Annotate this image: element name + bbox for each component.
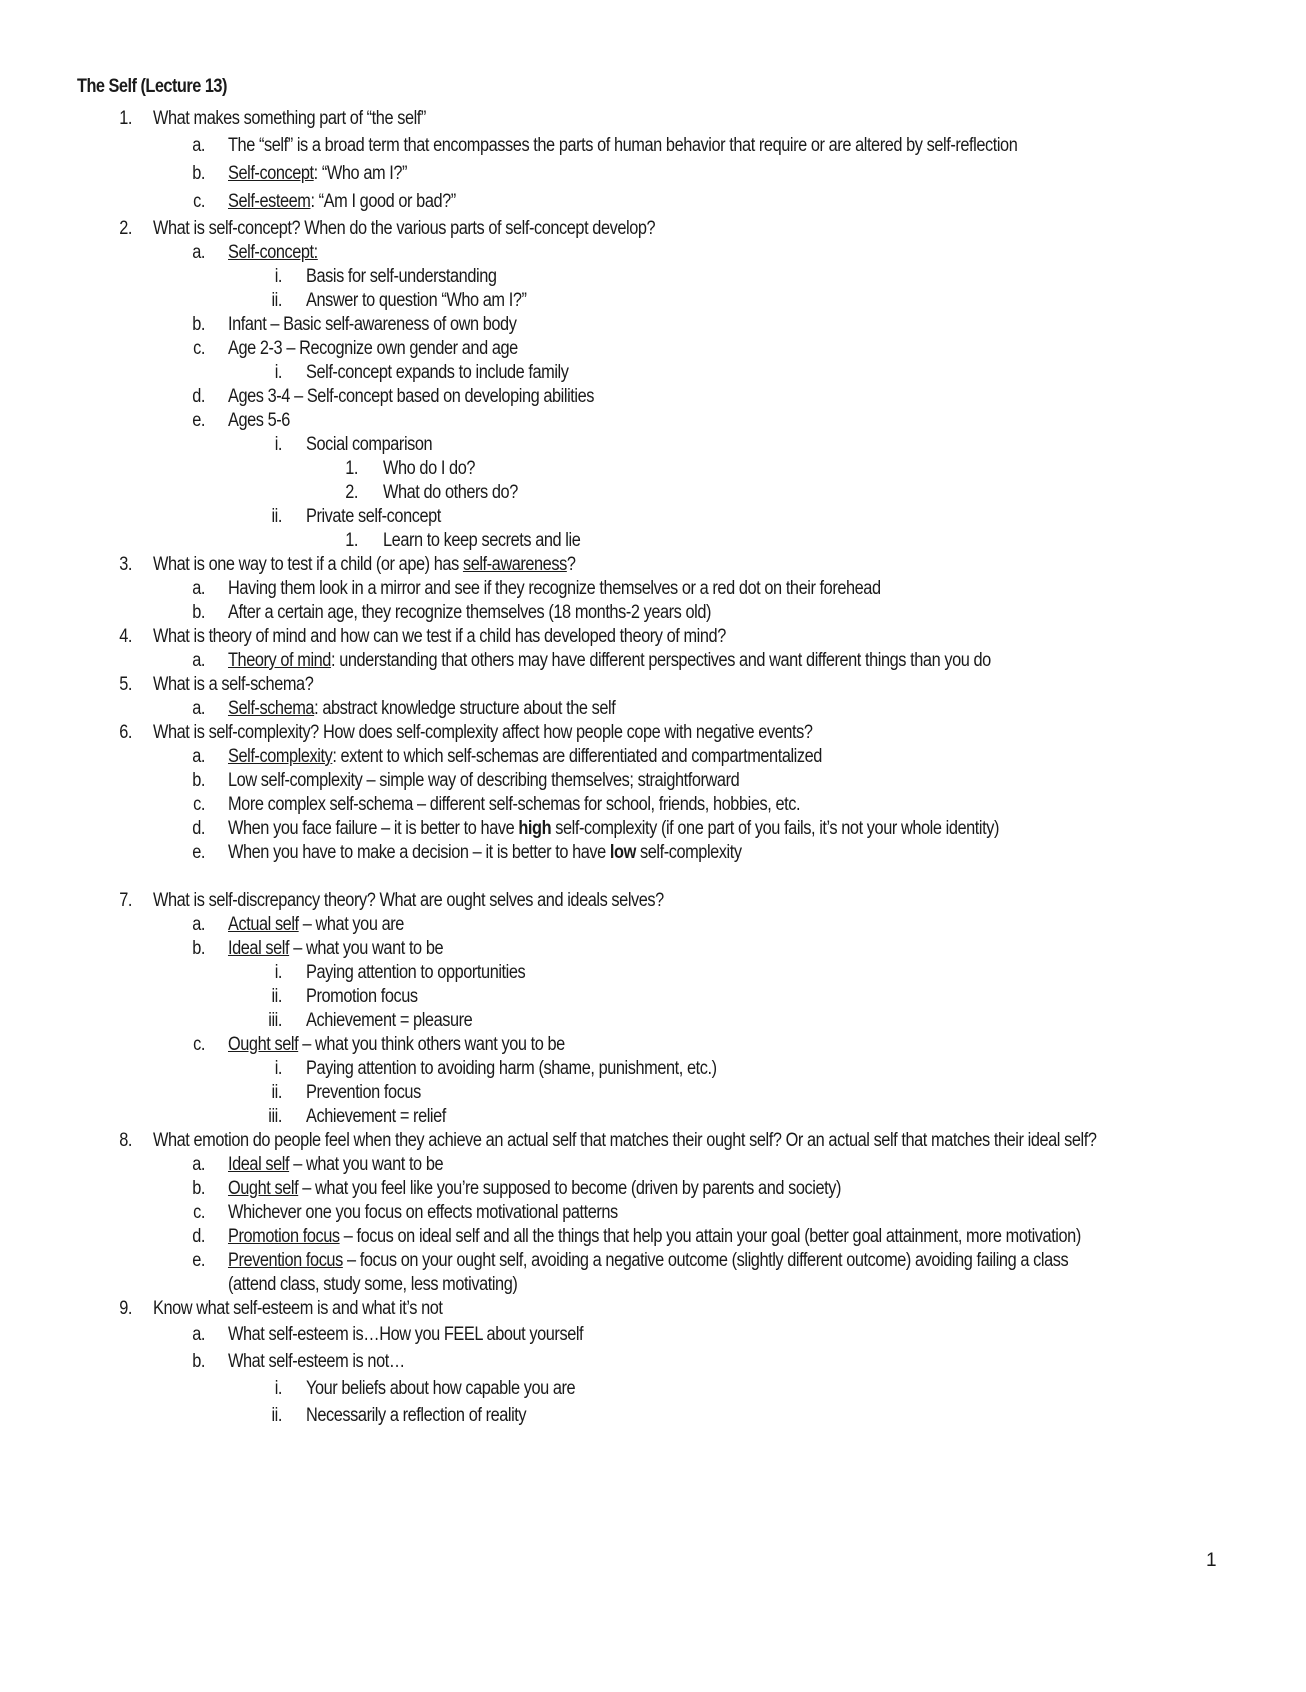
outline-text xyxy=(228,1351,405,1373)
term-underlined: Self-concept xyxy=(228,163,314,184)
text-run: When you face failure – it is better to have xyxy=(228,818,519,839)
outline-marker: 4. xyxy=(119,626,132,647)
outline-marker: b. xyxy=(192,314,205,335)
text-run: Learn to keep secrets and lie xyxy=(383,530,581,551)
outline-marker: i. xyxy=(274,362,282,383)
term-underlined: Self-concept: xyxy=(228,242,318,263)
text-run: – what you feel like you’re supposed to become (driven by parents and society) xyxy=(298,1178,841,1199)
term-underlined: Ideal self xyxy=(228,1154,290,1175)
outline-marker: 3. xyxy=(119,554,132,575)
text-run: What is self-discrepancy theory? What are ought selves and ideals selves? xyxy=(153,890,664,911)
outline-text xyxy=(228,1226,1081,1248)
text-run: After a certain age, they recognize themselves (18 months-2 years old) xyxy=(228,602,712,623)
text-run: Social comparison xyxy=(306,434,433,455)
outline-marker: e. xyxy=(192,410,205,431)
outline-text xyxy=(228,242,318,264)
outline-marker: d. xyxy=(192,386,205,407)
outline-text xyxy=(228,938,443,960)
outline-text xyxy=(153,108,426,130)
outline-text xyxy=(228,1274,517,1296)
text-run: Promotion focus xyxy=(306,986,418,1007)
outline-marker: ii. xyxy=(271,1405,282,1426)
outline-text xyxy=(228,698,615,720)
outline-marker: b. xyxy=(192,163,205,184)
outline-text xyxy=(228,770,739,792)
outline-text xyxy=(153,218,655,240)
text-run: ? xyxy=(566,554,576,575)
outline-marker: 9. xyxy=(119,1298,132,1319)
outline-marker: c. xyxy=(193,1034,205,1055)
outline-marker: c. xyxy=(193,191,205,212)
text-run: More complex self-schema – different self-schemas for school, friends, hobbies, etc. xyxy=(228,794,801,815)
outline-marker: iii. xyxy=(268,1010,282,1031)
outline-marker: b. xyxy=(192,770,205,791)
term-underlined: Self-complexity xyxy=(228,746,333,767)
text-run: Private self-concept xyxy=(306,506,441,527)
outline-text xyxy=(306,290,526,312)
text-run: : “Am I good or bad?” xyxy=(310,191,456,212)
term-underlined: Ought self xyxy=(228,1178,299,1199)
outline-marker: 8. xyxy=(119,1130,132,1151)
text-run: Infant – Basic self-awareness of own body xyxy=(228,314,517,335)
outline-marker: i. xyxy=(274,1378,282,1399)
outline-marker: a. xyxy=(192,578,205,599)
text-run: Answer to question “Who am I?” xyxy=(306,290,527,311)
outline-marker: 2. xyxy=(119,218,132,239)
term-underlined: self-awareness xyxy=(462,554,567,575)
text-run: : extent to which self-schemas are differentiated and compartmentalized xyxy=(332,746,822,767)
outline-marker: d. xyxy=(192,818,205,839)
outline-marker: 6. xyxy=(119,722,132,743)
outline-marker: 1. xyxy=(345,458,358,479)
outline-text xyxy=(228,842,742,864)
text-run: Self-concept expands to include family xyxy=(306,362,569,383)
text-run: Low self-complexity – simple way of describing themselves; straightforward xyxy=(228,770,740,791)
text-run: What self-esteem is not… xyxy=(228,1351,405,1372)
outline-text xyxy=(153,674,313,696)
outline-marker: 1. xyxy=(119,108,132,129)
outline-text xyxy=(228,746,822,768)
outline-text xyxy=(306,266,497,288)
outline-marker: i. xyxy=(274,266,282,287)
outline-marker: d. xyxy=(192,1226,205,1247)
outline-text xyxy=(306,986,418,1008)
page-number: 1 xyxy=(1206,1550,1217,1571)
outline-marker: 7. xyxy=(119,890,132,911)
text-run: Having them look in a mirror and see if they recognize themselves or a red dot on their forehead xyxy=(228,578,881,599)
text-run: – focus on your ought self, avoiding a negative outcome (slightly different outcome) avoiding failing a class xyxy=(342,1250,1069,1271)
term-underlined: Prevention focus xyxy=(228,1250,343,1271)
text-run: – what you think others want you to be xyxy=(298,1034,565,1055)
outline-text xyxy=(153,1298,443,1320)
outline-text xyxy=(228,338,518,360)
text-run: – what you are xyxy=(298,914,404,935)
outline-text xyxy=(306,434,432,456)
outline-marker: e. xyxy=(192,1250,205,1271)
outline-text xyxy=(228,818,999,840)
text-run: Paying attention to opportunities xyxy=(306,962,526,983)
text-run: When you have to make a decision – it is better to have xyxy=(228,842,610,863)
text-run: Ages 3-4 – Self-concept based on developing abilities xyxy=(228,386,594,407)
outline-marker: c. xyxy=(193,794,205,815)
text-run: : “Who am I?” xyxy=(313,163,408,184)
text-run: Achievement = relief xyxy=(306,1106,446,1127)
outline-marker: a. xyxy=(192,135,205,156)
outline-text xyxy=(228,191,456,213)
text-run: Who do I do? xyxy=(383,458,476,479)
text-run: What is self-concept? When do the various parts of self-concept develop? xyxy=(153,218,656,239)
outline-text xyxy=(306,1010,472,1032)
text-run: – what you want to be xyxy=(289,938,444,959)
text-run: Whichever one you focus on effects motivational patterns xyxy=(228,1202,618,1223)
text-run: Achievement = pleasure xyxy=(306,1010,473,1031)
outline-text xyxy=(306,1378,575,1400)
outline-text xyxy=(153,722,813,744)
text-run: Ages 5-6 xyxy=(228,410,290,431)
text-run: self-complexity xyxy=(635,842,742,863)
outline-marker: ii. xyxy=(271,1082,282,1103)
outline-text xyxy=(228,135,1017,157)
term-underlined: Promotion focus xyxy=(228,1226,340,1247)
outline-text xyxy=(153,554,575,576)
text-run: Your beliefs about how capable you are xyxy=(306,1378,576,1399)
text-run: : abstract knowledge structure about the self xyxy=(314,698,616,719)
text-run: Prevention focus xyxy=(306,1082,421,1103)
outline-marker: a. xyxy=(192,1154,205,1175)
outline-marker: a. xyxy=(192,242,205,263)
text-run: What makes something part of “the self” xyxy=(153,108,426,129)
outline-marker: a. xyxy=(192,914,205,935)
text-run: The “self” is a broad term that encompasses the parts of human behavior that require or are altered by self-reflection xyxy=(228,135,1018,156)
outline-marker: i. xyxy=(274,434,282,455)
outline-marker: ii. xyxy=(271,986,282,1007)
outline-text xyxy=(306,1058,717,1080)
outline-text xyxy=(228,1250,1068,1272)
text-run: What is a self-schema? xyxy=(153,674,314,695)
term-underlined: Self-schema xyxy=(228,698,315,719)
outline-text xyxy=(306,962,525,984)
text-run: Age 2-3 – Recognize own gender and age xyxy=(228,338,518,359)
outline-text xyxy=(228,410,290,432)
outline-marker: b. xyxy=(192,938,205,959)
text-run: – focus on ideal self and all the things that help you attain your goal (better goal attainment, more motivation) xyxy=(339,1226,1081,1247)
text-run: – what you want to be xyxy=(289,1154,444,1175)
outline-text xyxy=(153,1130,1096,1152)
outline-text xyxy=(306,1082,421,1104)
text-run: What do others do? xyxy=(383,482,518,503)
outline-text xyxy=(228,314,516,336)
outline-text xyxy=(228,1324,583,1346)
outline-marker: ii. xyxy=(271,290,282,311)
outline-marker: b. xyxy=(192,1351,205,1372)
term-underlined: Self-esteem xyxy=(228,191,311,212)
text-run: (attend class, study some, less motivating) xyxy=(228,1274,518,1295)
outline-marker: i. xyxy=(274,962,282,983)
document-title: The Self (Lecture 13) xyxy=(77,76,227,97)
emphasis-text: high xyxy=(518,818,552,839)
outline-text xyxy=(306,1405,526,1427)
text-run: Basis for self-understanding xyxy=(306,266,497,287)
outline-marker: a. xyxy=(192,1324,205,1345)
text-run: What is theory of mind and how can we test if a child has developed theory of mind? xyxy=(153,626,726,647)
outline-text xyxy=(306,506,441,528)
outline-text xyxy=(383,482,518,504)
text-run: Paying attention to avoiding harm (shame, punishment, etc.) xyxy=(306,1058,717,1079)
outline-text xyxy=(228,163,407,185)
outline-text xyxy=(228,602,711,624)
outline-text xyxy=(306,362,569,384)
outline-marker: c. xyxy=(193,1202,205,1223)
outline-text xyxy=(228,1202,618,1224)
outline-marker: 5. xyxy=(119,674,132,695)
outline-marker: c. xyxy=(193,338,205,359)
outline-text xyxy=(306,1106,446,1128)
outline-text xyxy=(228,1178,841,1200)
outline-marker: e. xyxy=(192,842,205,863)
term-underlined: Theory of mind xyxy=(228,650,331,671)
outline-text xyxy=(383,530,580,552)
text-run: What is one way to test if a child (or ape) has xyxy=(153,554,463,575)
outline-text xyxy=(153,626,726,648)
outline-text xyxy=(153,890,664,912)
outline-marker: b. xyxy=(192,1178,205,1199)
outline-text xyxy=(228,650,991,672)
outline-marker: iii. xyxy=(268,1106,282,1127)
outline-marker: a. xyxy=(192,746,205,767)
term-underlined: Actual self xyxy=(228,914,299,935)
outline-marker: b. xyxy=(192,602,205,623)
outline-text xyxy=(228,794,800,816)
outline-marker: a. xyxy=(192,698,205,719)
outline-text xyxy=(228,1034,565,1056)
text-run: What self-esteem is…How you FEEL about yourself xyxy=(228,1324,584,1345)
term-underlined: Ideal self xyxy=(228,938,290,959)
outline-text xyxy=(228,578,881,600)
outline-text xyxy=(228,386,594,408)
text-run: Necessarily a reflection of reality xyxy=(306,1405,527,1426)
outline-text xyxy=(383,458,475,480)
outline-text xyxy=(228,1154,443,1176)
text-run: : understanding that others may have different perspectives and want different things than you do xyxy=(330,650,991,671)
text-run: What emotion do people feel when they achieve an actual self that matches their ought self? Or an actual self that matches their ideal self? xyxy=(153,1130,1097,1151)
term-underlined: Ought self xyxy=(228,1034,299,1055)
outline-marker: ii. xyxy=(271,506,282,527)
outline-marker: 2. xyxy=(345,482,358,503)
emphasis-text: low xyxy=(609,842,636,863)
outline-marker: a. xyxy=(192,650,205,671)
outline-marker: 1. xyxy=(345,530,358,551)
text-run: What is self-complexity? How does self-complexity affect how people cope with negative events? xyxy=(153,722,813,743)
outline-text xyxy=(228,914,404,936)
text-run: self-complexity (if one part of you fails, it’s not your whole identity) xyxy=(551,818,999,839)
outline-marker: i. xyxy=(274,1058,282,1079)
text-run: Know what self-esteem is and what it’s not xyxy=(153,1298,443,1319)
